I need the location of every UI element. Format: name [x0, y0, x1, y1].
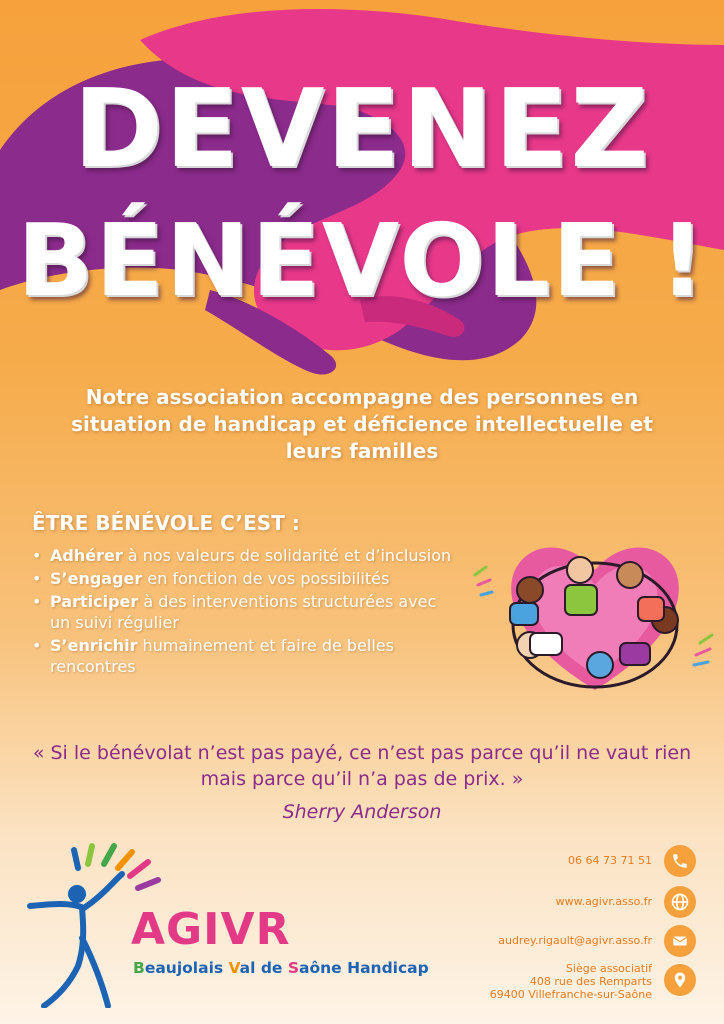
list-item	[30, 635, 460, 677]
tagline-word: aône	[299, 959, 348, 977]
tagline-initial: S	[287, 959, 300, 977]
location-pin-icon[interactable]	[664, 964, 696, 996]
list-item	[30, 591, 460, 633]
benefits-list	[30, 545, 460, 679]
bullet-text: à nos valeurs de solidarité et d’inclusion	[122, 546, 452, 565]
address-line: 408 rue des Remparts	[529, 975, 652, 988]
tagline-initial: V	[228, 959, 240, 977]
bullet-icon: •	[32, 546, 42, 565]
globe-icon[interactable]	[664, 886, 696, 918]
bullet-text: humainement et faire de belles rencontres	[50, 636, 394, 676]
brand-tagline	[133, 958, 429, 978]
bullet-icon: •	[32, 592, 42, 611]
bullet-keyword: S’enrichir	[50, 636, 138, 655]
quote-author: Sherry Anderson	[282, 801, 442, 823]
email-link[interactable]: audrey.rigault@agivr.asso.fr	[498, 934, 652, 947]
bullet-text: à des interventions structurées avec un suivi régulier	[50, 592, 437, 632]
tagline-word: al de	[239, 959, 288, 977]
headline-line2: BÉNÉVOLE !	[17, 202, 707, 319]
brand-name: AGIVR	[131, 904, 291, 955]
bullet-icon: •	[32, 636, 42, 655]
website-link[interactable]: www.agivr.asso.fr	[555, 895, 652, 908]
tagline-word: andicap	[360, 959, 429, 977]
bullet-keyword: S’engager	[50, 569, 143, 588]
bullet-text: en fonction de vos possibilités	[142, 569, 390, 588]
phone-icon[interactable]	[664, 845, 696, 877]
list-item	[30, 545, 460, 566]
bullet-keyword: Adhérer	[50, 546, 123, 565]
section-title: ÊTRE BÉNÉVOLE C’EST :	[32, 511, 300, 535]
headline-line1: DEVENEZ	[73, 67, 651, 192]
bullet-icon: •	[32, 569, 42, 588]
intro-text: Notre association accompagne des personnes en situation de handicap et déficience intellectuelle et leurs familles	[71, 385, 653, 463]
bullet-keyword: Participer	[50, 592, 139, 611]
quote-text: « Si le bénévolat n’est pas payé, ce n’est pas parce qu’il ne vaut rien mais parce qu’il n’a pas de prix. »	[32, 742, 692, 790]
tagline-word: eaujolais	[144, 959, 229, 977]
phone-number[interactable]: 06 64 73 71 51	[568, 854, 652, 867]
list-item	[30, 568, 460, 589]
address-label: Siège associatif	[565, 962, 652, 975]
group-hug-illustration	[470, 515, 720, 705]
tagline-initial: B	[133, 959, 145, 977]
tagline-initial: H	[347, 959, 361, 977]
mail-icon[interactable]	[664, 925, 696, 957]
address-city: 69400 Villefranche-sur-Saône	[489, 988, 652, 1001]
